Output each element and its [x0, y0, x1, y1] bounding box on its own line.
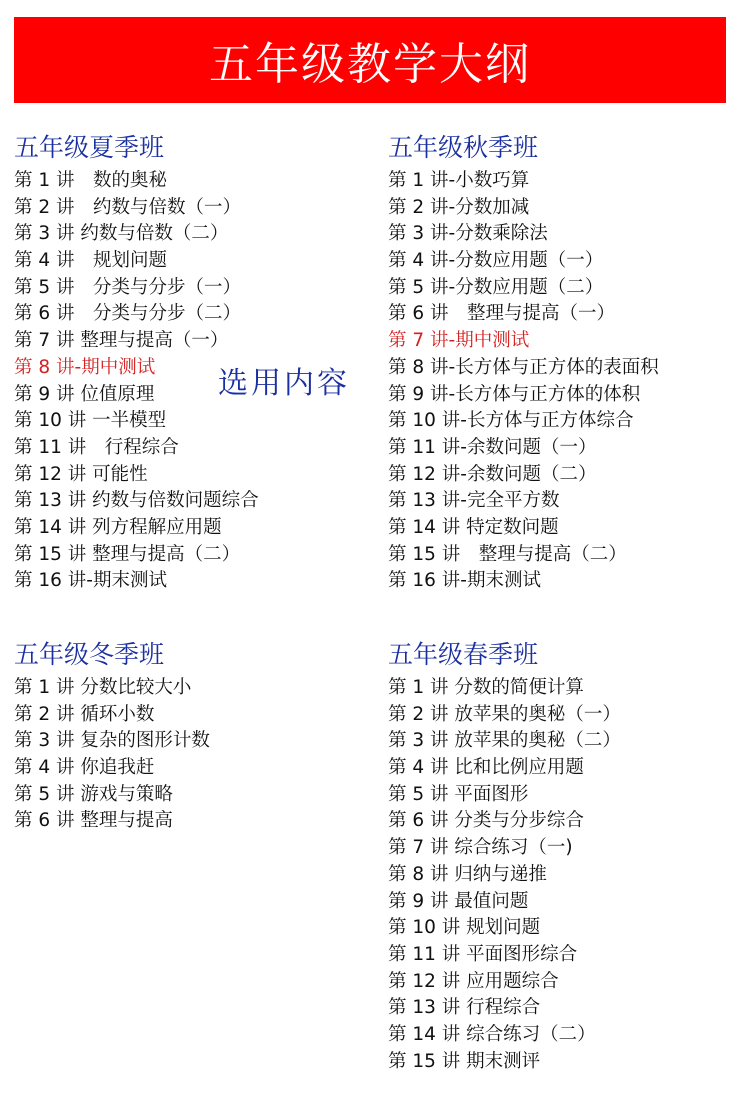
- lesson-item: 第 9 讲-长方体与正方体的体积: [388, 383, 641, 405]
- lesson-item: 第 12 讲 可能性: [14, 463, 148, 485]
- winter-heading: 五年级冬季班: [14, 640, 165, 669]
- lesson-item: 第 3 讲 复杂的图形计数: [14, 730, 210, 752]
- autumn-heading: 五年级秋季班: [388, 133, 539, 162]
- lesson-item: 第 3 讲-分数乘除法: [388, 223, 548, 245]
- lesson-item: 第 12 讲-余数问题（二）: [388, 463, 597, 485]
- lesson-item: 第 9 讲 最值问题: [388, 890, 529, 912]
- lesson-item: 第 13 讲 约数与倍数问题综合: [14, 490, 259, 512]
- lesson-item: 第 5 讲 游戏与策略: [14, 783, 173, 805]
- lesson-item: 第 2 讲 约数与倍数（一）: [14, 196, 242, 218]
- lesson-item: 第 13 讲 行程综合: [388, 997, 541, 1019]
- lesson-item: 第 11 讲 平面图形综合: [388, 943, 578, 965]
- lesson-item: 第 15 讲 整理与提高（二）: [388, 543, 627, 565]
- lesson-item: 第 14 讲 综合练习（二）: [388, 1023, 596, 1045]
- lesson-item: 第 10 讲 规划问题: [388, 917, 541, 939]
- spring-heading: 五年级春季班: [388, 640, 539, 669]
- lesson-item: 第 7 讲 整理与提高（一）: [14, 330, 229, 352]
- lesson-item: 第 10 讲 一半模型: [14, 410, 167, 432]
- lesson-item: 第 6 讲 整理与提高: [14, 810, 173, 832]
- lesson-item: 第 11 讲-余数问题（一）: [388, 436, 597, 458]
- lesson-item: 第 6 讲 分类与分步综合: [388, 810, 584, 832]
- lesson-item: 第 1 讲 分数的简便计算: [388, 677, 584, 698]
- lesson-item: 第 15 讲 整理与提高（二）: [14, 543, 241, 565]
- lesson-item: 第 8 讲-期中测试: [14, 356, 156, 378]
- lesson-item: 第 11 讲 行程综合: [14, 436, 179, 458]
- lesson-item: 第 4 讲 你追我赶: [14, 757, 155, 779]
- lesson-item: 第 8 讲-长方体与正方体的表面积: [388, 356, 659, 378]
- lesson-item: 第 6 讲 分类与分步（二）: [14, 303, 242, 325]
- lesson-item: 第 5 讲 平面图形: [388, 783, 529, 805]
- summer-heading: 五年级夏季班: [14, 133, 165, 162]
- lesson-item: 第 7 讲 综合练习（一): [388, 837, 573, 859]
- lesson-item: 第 1 讲-小数巧算: [388, 170, 530, 191]
- lesson-item: 第 1 讲 分数比较大小: [14, 677, 192, 698]
- lesson-item: 第 4 讲 比和比例应用题: [388, 757, 584, 779]
- autumn-lesson-list: [388, 168, 659, 595]
- lesson-item: 第 9 讲 位值原理: [14, 383, 155, 405]
- lesson-item: 第 6 讲 整理与提高（一）: [388, 303, 616, 325]
- lesson-item: 第 3 讲 放苹果的奥秘（二）: [388, 730, 621, 752]
- lesson-item: 第 7 讲-期中测试: [388, 330, 530, 352]
- winter-lesson-list: [14, 675, 210, 835]
- lesson-item: 第 2 讲 循环小数: [14, 703, 155, 725]
- lesson-item: 第 2 讲-分数加减: [388, 196, 530, 218]
- lesson-item: 第 5 讲 分类与分步（一）: [14, 276, 242, 298]
- autumn-section: [388, 128, 659, 595]
- lesson-item: 第 10 讲-长方体与正方体综合: [388, 410, 634, 432]
- spring-section: [388, 635, 621, 1075]
- lesson-item: 第 8 讲 归纳与递推: [388, 863, 547, 885]
- lesson-item: 第 16 讲-期末测试: [14, 570, 167, 592]
- lesson-item: 第 4 讲 规划问题: [14, 250, 168, 272]
- side-note: 选用内容: [218, 366, 350, 401]
- lesson-item: 第 13 讲-完全平方数: [388, 490, 560, 512]
- lesson-item: 第 3 讲 约数与倍数（二）: [14, 223, 229, 245]
- lesson-item: 第 2 讲 放苹果的奥秘（一）: [388, 703, 621, 725]
- lesson-item: 第 15 讲 期末测评: [388, 1050, 541, 1072]
- lesson-item: 第 5 讲-分数应用题（二）: [388, 276, 604, 298]
- lesson-item: 第 1 讲 数的奥秘: [14, 170, 168, 191]
- spring-lesson-list: [388, 675, 621, 1075]
- title-banner: [14, 17, 726, 103]
- lesson-item: 第 16 讲-期末测试: [388, 570, 541, 592]
- lesson-item: 第 14 讲 列方程解应用题: [14, 516, 222, 538]
- winter-section: [14, 635, 210, 835]
- page-title: 五年级教学大纲: [209, 39, 531, 90]
- lesson-item: 第 4 讲-分数应用题（一）: [388, 250, 604, 272]
- lesson-item: 第 14 讲 特定数问题: [388, 516, 559, 538]
- lesson-item: 第 12 讲 应用题综合: [388, 970, 559, 992]
